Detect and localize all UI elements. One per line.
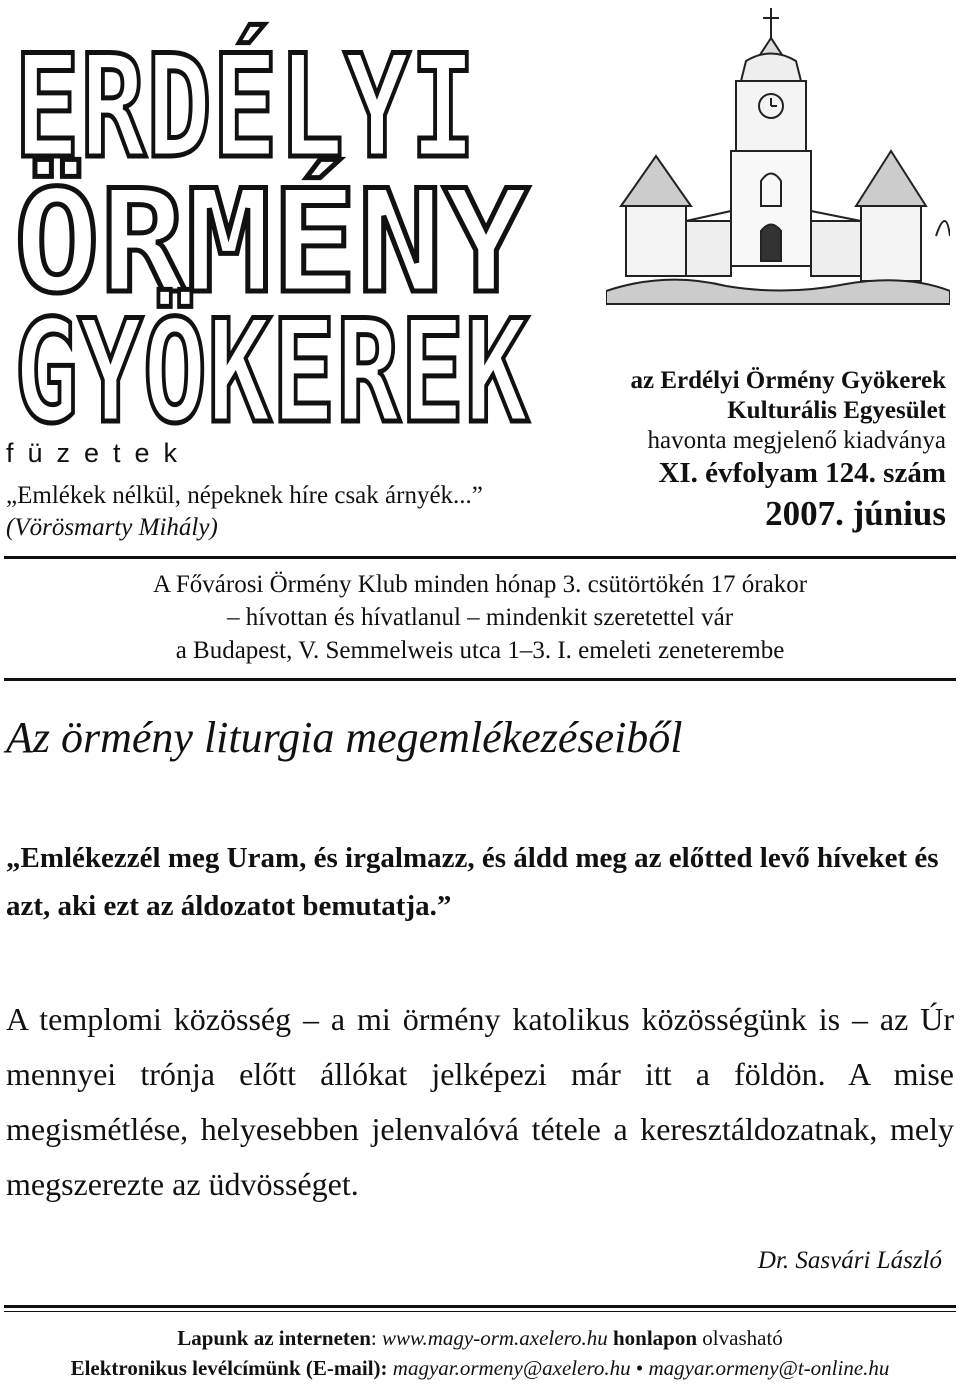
publisher-line-3: havonta megjelenő kiadványa [647, 427, 946, 454]
divider-bottom [4, 1305, 956, 1308]
article-body: A templomi közösség – a mi örmény katolikus közösségünk is – az Úr mennyei trónja előtt állókat jelképezi már itt a földön. A mise megismétlése, helyesebben jelenvalóvá tétele a keresztáldozatnak, mely megszerezte az üdvösséget. [6, 1001, 954, 1202]
motto [6, 480, 483, 544]
footer-email-label: Elektronikus levélcímünk (E-mail): [70, 1356, 388, 1380]
publisher-line-2: Kulturális Egyesület [727, 397, 946, 424]
footer-web-suffix-bold: honlapon [612, 1326, 698, 1350]
footer-email-1[interactable]: magyar.ormeny@axelero.hu [392, 1356, 631, 1380]
motto-author: (Vörösmarty Mihály) [6, 514, 218, 541]
club-notice-line-1: A Fővárosi Örmény Klub minden hónap 3. csütörtökén 17 órakor [152, 571, 808, 598]
footer-web-url[interactable]: www.magy-orm.axelero.hu [382, 1326, 608, 1350]
footer-email-2[interactable]: magyar.ormeny@t-online.hu [648, 1356, 890, 1380]
publisher-line-1: az Erdélyi Örmény Gyökerek [630, 367, 946, 394]
divider-bottom-thin [4, 1311, 956, 1312]
title-line-2: ÖRMÉNY [14, 160, 527, 325]
article-quote: „Emlékezzél meg Uram, és irgalmazz, és áldd meg az előtted levő híveket és azt, aki ezt az áldozatot bemutatja.” [6, 842, 939, 922]
footer-website [0, 1323, 960, 1353]
footer-web-colon: : [370, 1326, 377, 1350]
club-notice [80, 568, 880, 667]
divider-middle [4, 678, 956, 681]
footer-email [0, 1353, 960, 1383]
divider-top [4, 556, 956, 559]
footer-web-suffix: olvasható [702, 1326, 783, 1350]
footer-separator: • [635, 1356, 644, 1380]
issue-number: XI. évfolyam 124. szám [658, 457, 946, 489]
title-line-3: GYÖKER [14, 290, 527, 426]
article-headline: Az örmény liturgia megemlékezéseiből [6, 713, 683, 762]
club-notice-line-3: a Budapest, V. Semmelweis utca 1–3. I. emeleti zeneterembe [175, 637, 785, 664]
title-line-1: ERDÉLY [14, 25, 527, 190]
masthead-subtitle: füzetek [6, 438, 192, 468]
article-signature: Dr. Sasvári László [757, 1247, 942, 1274]
church-illustration [606, 6, 950, 306]
motto-text: „Emlékek nélkül, népeknek híre csak árnyék...” [6, 482, 483, 509]
club-notice-line-2: – hívottan és hívatlanul – mindenkit szeretettel vár [226, 604, 734, 631]
footer-web-label: Lapunk az interneten [177, 1326, 371, 1350]
publisher-info [631, 366, 946, 536]
masthead-logo [6, 6, 546, 426]
issue-date: 2007. június [765, 494, 946, 533]
